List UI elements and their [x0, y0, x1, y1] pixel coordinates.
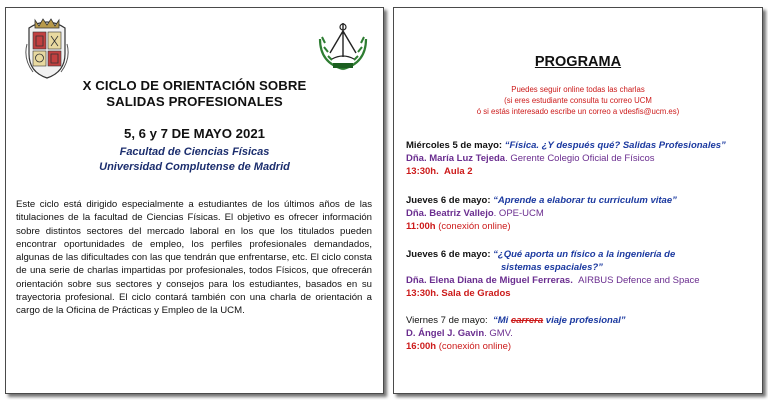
- event-talk: [493, 315, 626, 326]
- online-notice-line2: (si eres estudiante consulta tu correo UCM: [504, 96, 652, 105]
- faculty-seal-logo: [314, 17, 372, 75]
- event-place: (conexión online): [438, 221, 511, 232]
- program-event: [406, 194, 758, 233]
- event-day: Jueves 6 de mayo:: [406, 249, 491, 260]
- event-talk-line2: sistemas espaciales?”: [501, 262, 603, 273]
- event-time: [406, 220, 758, 233]
- program-event: [406, 314, 758, 353]
- event-talk: “Física. ¿Y después qué? Salidas Profesionales”: [504, 140, 726, 151]
- time-value: 16:00h: [406, 341, 437, 352]
- event-time: [406, 165, 758, 178]
- speaker-role: . OPE-UCM: [493, 208, 544, 219]
- speaker-name: Dña. Beatriz Vallejo: [406, 208, 494, 219]
- time-value: 13:30h.: [406, 166, 439, 177]
- event-dates: 5, 6 y 7 DE MAYO 2021: [124, 126, 265, 141]
- event-speaker: [406, 327, 758, 340]
- time-value: 13:30h.: [406, 288, 439, 299]
- event-talk: “¿Qué aporta un físico a la ingeniería de: [493, 249, 676, 260]
- event-place: Sala de Grados: [441, 288, 511, 299]
- info-panel: [5, 7, 384, 394]
- speaker-name: D. Ángel J. Gavin: [406, 328, 485, 339]
- speaker-role: . GMV.: [484, 328, 513, 339]
- talk-pre: “Mi: [492, 315, 509, 326]
- event-day: Viernes 7 de mayo:: [406, 315, 488, 326]
- program-panel: [393, 7, 763, 394]
- program-title: PROGRAMA: [534, 54, 622, 70]
- event-speaker: [406, 207, 758, 220]
- speaker-role: . Gerente Colegio Oficial de Físicos: [505, 153, 655, 164]
- cycle-title-line1: X CICLO DE ORIENTACIÓN SOBRE: [82, 78, 307, 93]
- talk-strikethrough: carrera: [510, 315, 544, 326]
- ucm-crest-logo: [23, 14, 71, 80]
- event-place: (conexión online): [438, 341, 512, 352]
- event-day: Miércoles 5 de mayo:: [406, 140, 503, 151]
- program-event: [406, 248, 758, 300]
- event-speaker: [406, 152, 758, 165]
- event-time: [406, 287, 758, 300]
- event-talk: “Aprende a elaborar tu curriculum vitae”: [493, 195, 677, 206]
- time-value: 11:00h: [406, 221, 436, 232]
- cycle-title: [6, 78, 383, 110]
- event-speaker: [406, 274, 758, 287]
- cycle-description: Este ciclo está dirigido especialmente a estudiantes de los últimos años de las titulaciones de la facultad de Ciencias Físicas. El objetivo es ofrecer información sobre distintos sectores del mercado laboral en los que los titulados pueden encontrar oportunidades de empleo, los perfiles profesionales demandados, algunas de las dificultades con las que tendrán que enfrentarse, etc. El ciclo consta de una serie de charlas impartidas por profesionales, todos Físicos, que ofrecerán orientación sobre sus sectores y consejos para los estudiantes, basados en su trayectoria profesional. El ciclo contará también con una charla de orientación a cargo de la Oficina de Prácticas y Empleo de la UCM.: [16, 199, 372, 317]
- cycle-title-line2: SALIDAS PROFESIONALES: [106, 94, 283, 109]
- speaker-name: Dña. María Luz Tejeda: [406, 153, 506, 164]
- university-name: Universidad Complutense de Madrid: [99, 161, 290, 173]
- event-day: Jueves 6 de mayo:: [406, 195, 491, 206]
- program-event: [406, 139, 758, 178]
- speaker-name: Dña. Elena Diana de Miguel Ferreras.: [406, 275, 573, 286]
- event-place: Aula 2: [444, 166, 473, 177]
- online-notice-line3: ó si estás interesado escribe un correo a vdesfis@ucm.es): [476, 107, 680, 116]
- speaker-role: AIRBUS Defence and Space: [578, 275, 700, 286]
- faculty-name: Facultad de Ciencias Físicas: [119, 146, 270, 158]
- talk-post: viaje profesional”: [545, 315, 626, 326]
- online-notice-line1: Puedes seguir online todas las charlas: [511, 85, 645, 94]
- online-notice: [394, 84, 762, 117]
- event-time: [406, 340, 758, 353]
